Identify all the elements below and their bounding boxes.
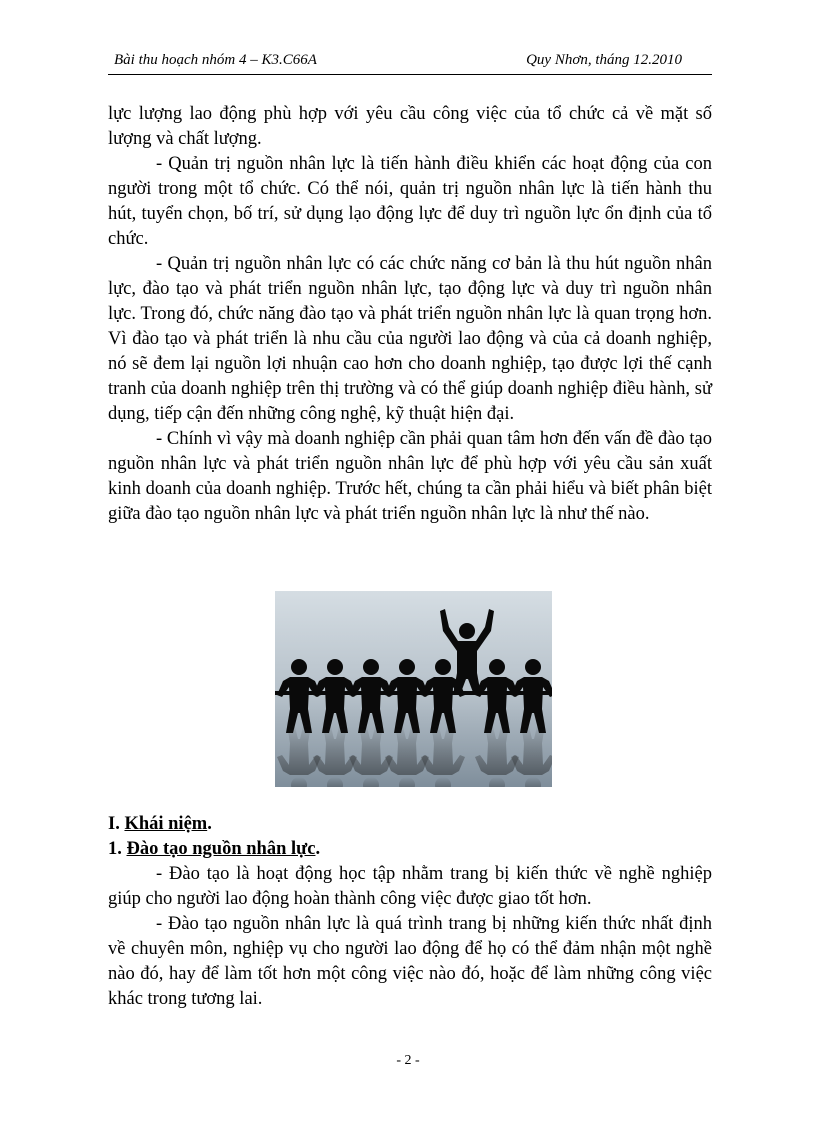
section-heading-title: Khái niệm [124, 814, 208, 834]
paper-people-image [275, 591, 552, 787]
section-paragraph-2: - Đào tạo nguồn nhân lực là quá trình trang bị những kiến thức nhất định về chuyên môn, nghiệp vụ cho người lao động để họ có thể đảm nhận một nghề nào đó, hay để làm tốt hơn một công việc nào đó, hoặc để làm những công việc khác trong tương lai. [108, 914, 712, 1009]
subsection-heading-title: Đào tạo nguồn nhân lực [126, 839, 316, 859]
page-number: - 2 - [396, 1053, 420, 1068]
header-right-text: Quy Nhơn, tháng 12.2010 [526, 52, 682, 68]
page-header [108, 52, 712, 75]
paper-people-illustration [275, 591, 552, 787]
paragraph-1: lực lượng lao động phù hợp với yêu cầu công việc của tổ chức cả về mặt số lượng và chất lượng. [108, 104, 712, 149]
header-left-text: Bài thu hoạch nhóm 4 – K3.C66A [114, 52, 317, 68]
section-heading [108, 812, 712, 837]
body-text [108, 102, 712, 527]
paragraph-3: - Quản trị nguồn nhân lực có các chức năng cơ bản là thu hút nguồn nhân lực, đào tạo và phát triển nguồn nhân lực, tạo động lực và duy trì nguồn nhân lực. Trong đó, chức năng đào tạo và phát triển nguồn nhân lực là quan trọng hơn. Vì đào tạo và phát triển là nhu cầu của người lao động và của cả doanh nghiệp, nó sẽ đem lại nguồn lợi nhuận cao hơn cho doanh nghiệp, tạo được lợi thế cạnh tranh của doanh nghiệp trên thị trường và có thể giúp doanh nghiệp điều hành, sử dụng, tiếp cận đến những công nghệ, kỹ thuật hiện đại. [108, 254, 712, 424]
section-heading-period: . [207, 814, 212, 834]
paragraph-4: - Chính vì vậy mà doanh nghiệp cần phải quan tâm hơn đến vấn đề đào tạo nguồn nhân lực và phát triển nguồn nhân lực để phù hợp với yêu cầu sản xuất kinh doanh của doanh nghiệp. Trước hết, chúng ta cần phải hiểu và biết phân biệt giữa đào tạo nguồn nhân lực và phát triển nguồn nhân lực là như thế nào. [108, 429, 712, 524]
subsection-heading [108, 837, 712, 862]
subsection-heading-number: 1. [108, 839, 122, 859]
paragraph-2: - Quản trị nguồn nhân lực là tiến hành điều khiển các hoạt động của con người trong một tổ chức. Có thể nói, quản trị nguồn nhân lực là tiến hành thu hút, tuyển chọn, bố trí, sử dụng lạo động lực để duy trì nguồn lực ổn định của tổ chức. [108, 154, 712, 249]
section-paragraph-1: - Đào tạo là hoạt động học tập nhằm trang bị kiến thức về nghề nghiệp giúp cho người lao động hoàn thành công việc được giao tốt hơn. [108, 864, 712, 909]
section-concepts [108, 812, 712, 1012]
subsection-heading-period: . [315, 839, 321, 859]
page-footer [0, 1053, 816, 1069]
section-heading-number: I. [108, 814, 120, 834]
